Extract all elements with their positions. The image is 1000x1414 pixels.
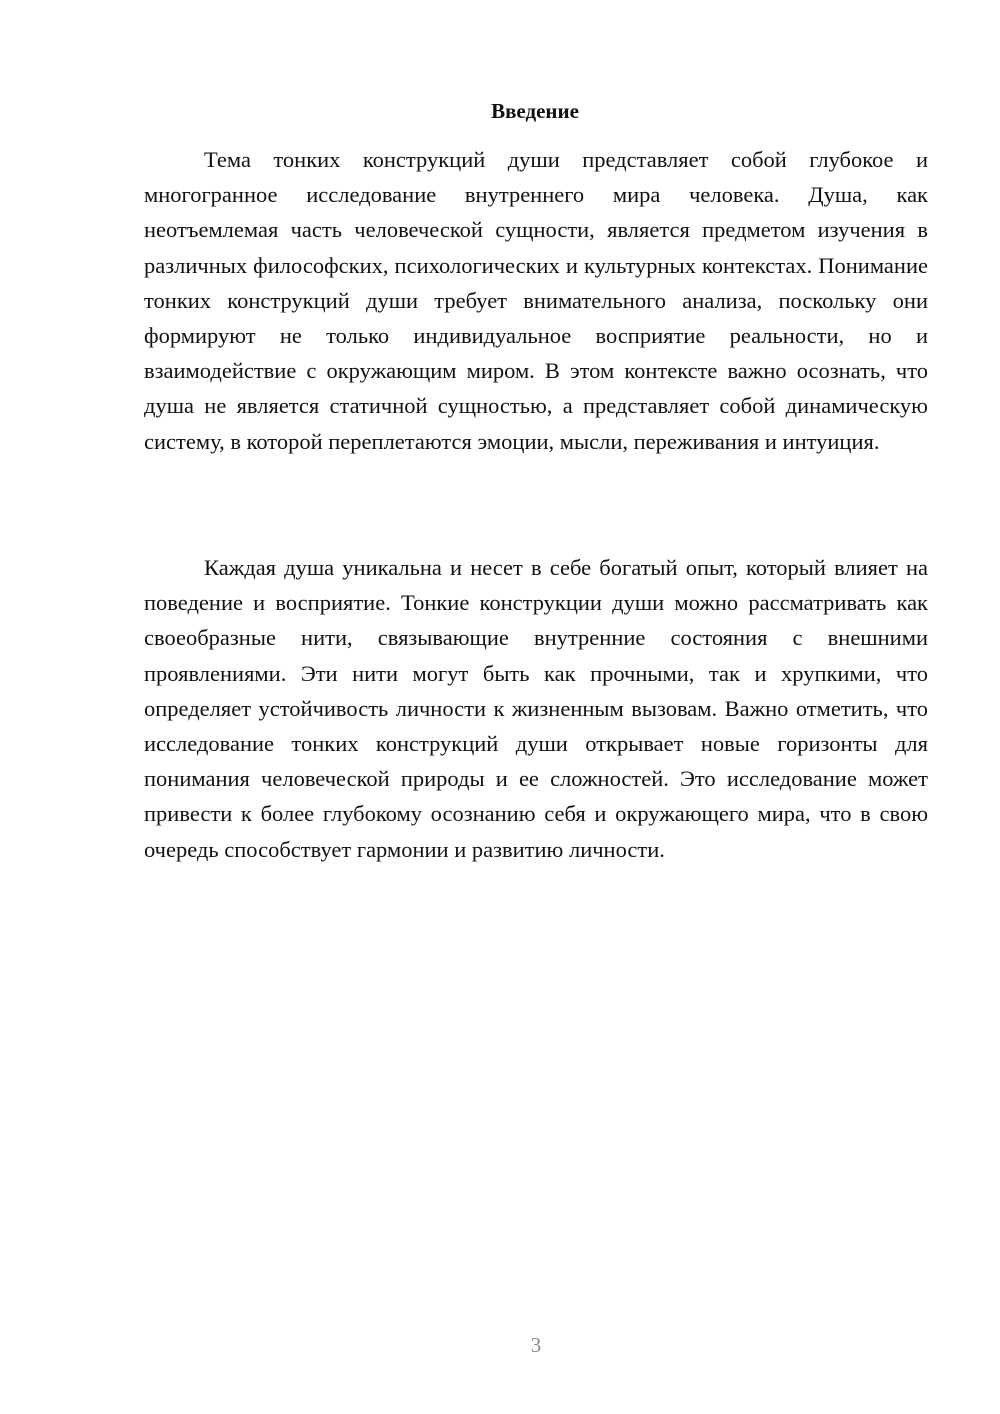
page-number: 3 [530, 1333, 542, 1357]
paragraph-2: Каждая душа уникальна и несет в себе богатый опыт, который влияет на поведение и восприятие. Тонкие конструкции души можно рассматривать как своеобразные нити, связывающие внутренние состояния с внешними проявлениями. Эти нити могут быть как прочными, так и хрупкими, что определяет устойчивость личности к жизненным вызовам. Важно отметить, что исследование тонких конструкций души открывает новые горизонты для понимания человеческой природы и ее сложностей. Это исследование может привести к более глубокому осознанию себя и окружающего мира, что в свою очередь способствует гармонии и развитию личности. [144, 555, 928, 862]
paragraph-1: Тема тонких конструкций души представляет собой глубокое и многогранное исследование внутреннего мира человека. Душа, как неотъемлемая часть человеческой сущности, является предметом изучения в различных философских, психологических и культурных контекстах. Понимание тонких конструкций души требует внимательного анализа, поскольку они формируют не только индивидуальное восприятие реальности, но и взаимодействие с окружающим миром. В этом контексте важно осознать, что душа не является статичной сущностью, а представляет собой динамическую систему, в которой переплетаются эмоции, мысли, переживания и интуиция. [144, 147, 928, 454]
section-heading: Введение [491, 99, 579, 123]
